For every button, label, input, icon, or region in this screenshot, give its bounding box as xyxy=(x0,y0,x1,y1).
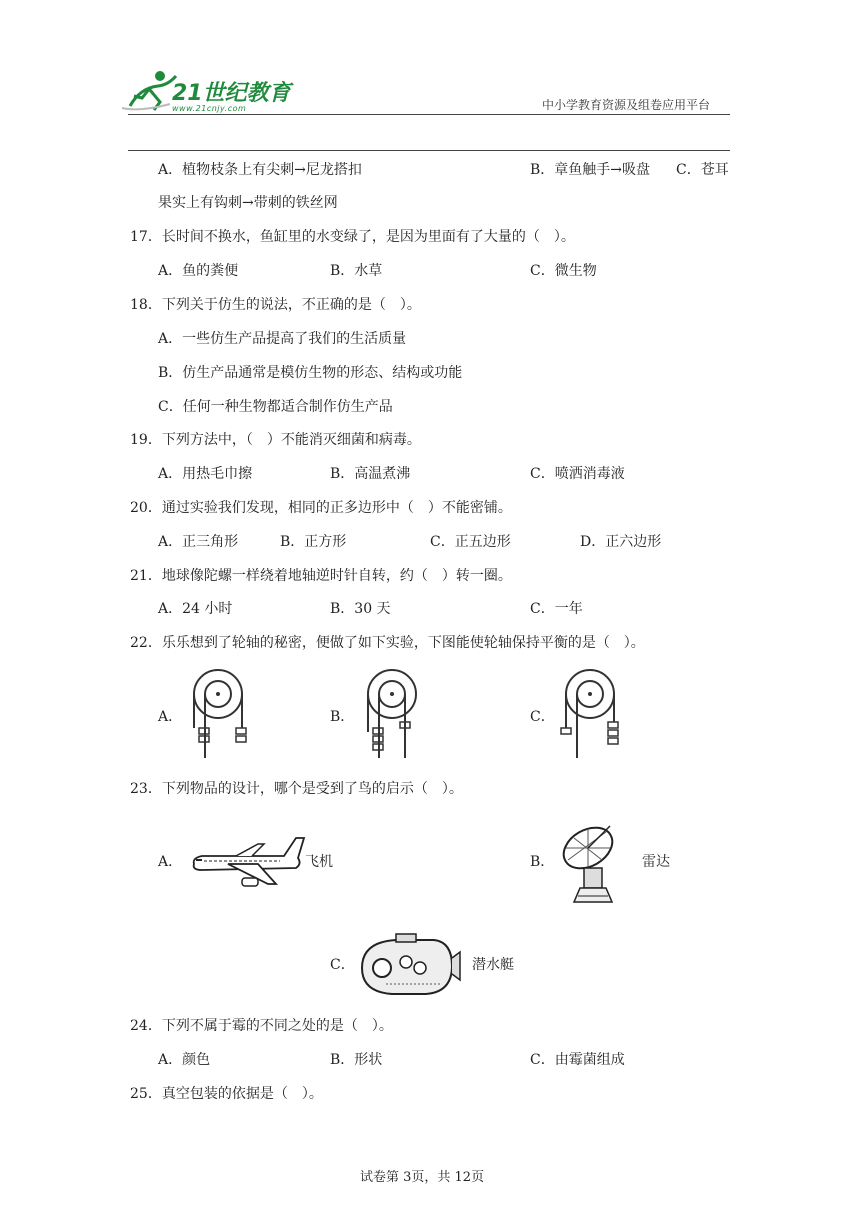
q16-option-c: C．苍耳 xyxy=(676,162,729,178)
q17-option-a: A．鱼的粪便 xyxy=(158,263,239,279)
radar-icon xyxy=(554,818,634,908)
header-rule-2 xyxy=(128,150,730,151)
q16-option-c-cont: 果实上有钩刺→带刺的铁丝网 xyxy=(158,195,338,211)
q23-stem: 23．下列物品的设计，哪个是受到了鸟的启示（ ）。 xyxy=(130,781,463,797)
q24-option-c: C．由霉菌组成 xyxy=(530,1052,625,1068)
wheel-axle-figure-c-icon xyxy=(562,668,622,764)
q18-option-c: C．任何一种生物都适合制作仿生产品 xyxy=(158,399,393,415)
q17-option-c: C．微生物 xyxy=(530,263,597,279)
q23-option-a: A． xyxy=(158,854,183,870)
airplane-icon xyxy=(188,834,304,894)
q19-option-a: A．用热毛巾擦 xyxy=(158,466,253,482)
q16-option-b: B．章鱼触手→吸盘 xyxy=(530,162,651,178)
page-footer: 试卷第 3页，共 12页 xyxy=(360,1170,485,1185)
wheel-axle-figure-b-icon xyxy=(364,668,424,764)
q18-option-a: A．一些仿生产品提高了我们的生活质量 xyxy=(158,331,407,347)
q21-option-c: C．一年 xyxy=(530,601,583,617)
logo-text: 21世纪教育 xyxy=(172,81,291,106)
q24-option-b: B．形状 xyxy=(330,1052,383,1068)
q24-stem: 24．下列不属于霉的不同之处的是（ ）。 xyxy=(130,1018,393,1034)
q19-option-c: C．喷洒消毒液 xyxy=(530,466,625,482)
q19-option-b: B．高温煮沸 xyxy=(330,466,411,482)
q20-option-c: C．正五边形 xyxy=(430,534,511,550)
q20-option-a: A．正三角形 xyxy=(158,534,239,550)
q23-option-c: C． xyxy=(330,957,355,973)
q25-stem: 25．真空包装的依据是（ ）。 xyxy=(130,1086,323,1102)
q20-stem: 20．通过实验我们发现，相同的正多边形中（ ）不能密铺。 xyxy=(130,500,512,516)
q23-option-c-caption: 潜水艇 xyxy=(472,957,514,973)
q20-option-b: B．正方形 xyxy=(280,534,347,550)
q22-stem: 22．乐乐想到了轮轴的秘密，便做了如下实验，下图能使轮轴保持平衡的是（ ）。 xyxy=(130,635,645,651)
q17-option-b: B．水草 xyxy=(330,263,383,279)
wheel-axle-figure-a-icon xyxy=(190,668,250,764)
header-rule xyxy=(128,114,730,115)
submarine-icon xyxy=(356,932,466,1002)
q21-option-a: A．24 小时 xyxy=(158,601,233,617)
header-logo xyxy=(120,68,295,116)
q22-option-c: C． xyxy=(530,709,555,725)
q24-option-a: A．颜色 xyxy=(158,1052,211,1068)
q23-option-b-caption: 雷达 xyxy=(642,854,670,870)
q22-option-b: B． xyxy=(330,709,355,725)
q16-option-a: A．植物枝条上有尖刺→尼龙搭扣 xyxy=(158,162,362,178)
q17-stem: 17．长时间不换水，鱼缸里的水变绿了，是因为里面有了大量的（ ）。 xyxy=(130,229,575,245)
q19-stem: 19．下列方法中，（ ）不能消灭细菌和病毒。 xyxy=(130,432,421,448)
runner-logo-icon xyxy=(120,68,180,112)
q23-option-b: B． xyxy=(530,854,555,870)
q22-option-a: A． xyxy=(158,709,183,725)
q21-stem: 21．地球像陀螺一样绕着地轴逆时针自转，约（ ）转一圈。 xyxy=(130,568,512,584)
platform-name: 中小学教育资源及组卷应用平台 xyxy=(542,98,711,112)
q18-option-b: B．仿生产品通常是模仿生物的形态、结构或功能 xyxy=(158,365,463,381)
q23-option-a-caption: 飞机 xyxy=(305,854,333,870)
logo-url: www.21cnjy.com xyxy=(172,104,247,113)
q20-option-d: D．正六边形 xyxy=(580,534,662,550)
q18-stem: 18．下列关于仿生的说法，不正确的是（ ）。 xyxy=(130,297,421,313)
q21-option-b: B．30 天 xyxy=(330,601,391,617)
